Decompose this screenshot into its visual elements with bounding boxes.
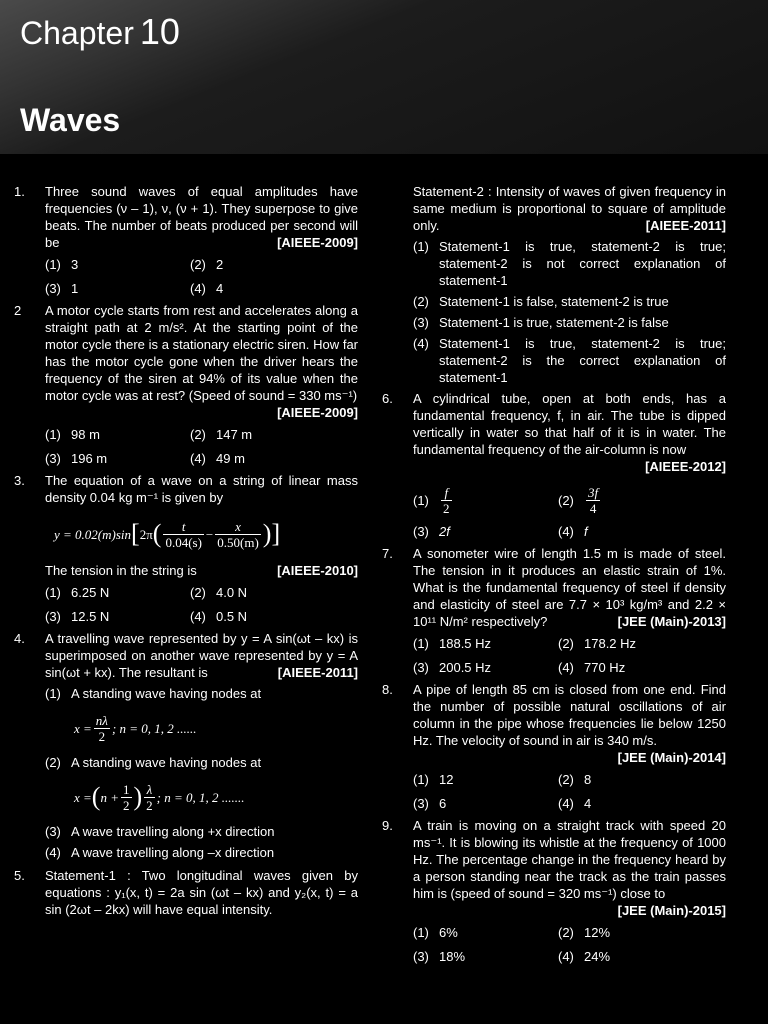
option: (4) 49 m: [190, 451, 245, 466]
question-text: A pipe of length 85 cm is closed from one end. Find the number of possible natural oscillations of air column in the pipe whose frequencies lie below 1250 Hz. The velocity of sound in air is 340 m/s.: [413, 682, 726, 748]
exam-tag: [AIEEE-2009]: [277, 405, 358, 420]
options-q3: [45, 584, 358, 625]
option: (2) 2: [190, 257, 224, 272]
exam-tag: [AIEEE-2011]: [277, 665, 358, 680]
option: (1) A standing wave having nodes at: [45, 686, 262, 701]
question-number: 3.: [14, 473, 25, 488]
question-text: A cylindrical tube, open at both ends, has a fundamental frequency, f, in air. The tube is dipped vertically in water so that half of it is in water. The fundamental frequency of the air-column is now: [413, 391, 726, 457]
option: (1) 6.25 N: [45, 585, 110, 600]
right-column: [382, 183, 726, 970]
option: (4) 4: [558, 796, 592, 811]
option: (2) $\frac{3f}{4}$: [558, 485, 599, 516]
question-text: A train is moving on a straight track with speed 20 ms⁻¹. It is blowing its whistle at the frequency of 1000 Hz. The percentage change in the frequency heard by a person standing near the track as the train passes him is (speed of sound = 320 ms⁻¹) close to: [413, 818, 726, 901]
question-number: 9.: [382, 818, 393, 833]
question-text: Three sound waves of equal amplitudes have frequencies (ν – 1), ν, (ν + 1). They superpose to give beats. The number of beats produced per second will be: [45, 184, 358, 250]
question-number: 5.: [14, 868, 25, 883]
option: (3) A wave travelling along +x direction: [45, 824, 275, 839]
options-q6: [413, 485, 726, 540]
question-text: A motor cycle starts from rest and accelerates along a straight path at 2 m/s². At the starting point of the motor cycle there is a stationary electric siren. How far has the motor cycle gone when the driver hears the frequency of the siren at 94% of its value when the motor cycle was at rest? (Speed of sound = 330 ms⁻¹): [45, 303, 358, 403]
option: (4) f: [558, 524, 588, 539]
question-2: [14, 302, 358, 421]
option: (3) 2f: [413, 524, 450, 539]
option: (1) $\frac{f}{2}$: [413, 485, 450, 516]
question-text: A travelling wave represented by y = A sin(ωt – kx) is superimposed on another wave represented by y = A sin(ωt + kx). The resultant is: [45, 631, 358, 680]
exam-tag: [JEE (Main)-2013]: [617, 614, 726, 629]
question-number: 8.: [382, 682, 393, 697]
option: (2) Statement-1 is false, statement-2 is true: [413, 294, 669, 309]
question-text: The tension in the string is: [45, 563, 197, 578]
option: (3) 12.5 N: [45, 609, 110, 624]
option: (3) 196 m: [45, 451, 108, 466]
option: (1) Statement-1 is true, statement-2 is true; statement-2 is not correct explanation of statement-1: [413, 239, 726, 288]
wave-equation: y = 0.02(m)sin [ 2π ( $\frac{t}{0.04(s)}$ − $\frac{x}{0.50(m)}$ )]: [54, 518, 281, 550]
question-number: 4.: [14, 631, 25, 646]
option: (4) 24%: [558, 949, 611, 964]
options-q8: [413, 771, 726, 812]
question-text: The equation of a wave on a string of linear mass density 0.04 kg m⁻¹ is given by: [45, 473, 358, 505]
question-text: Statement-1 : Two longitudinal waves given by equations : y₁(x, t) = 2a sin (ωt – kx) and y₂(x, t) = a sin (2ωt – 2kx) will have equal intensity.: [45, 868, 358, 917]
chapter-label: [20, 12, 180, 53]
chapter-word: Chapter: [20, 15, 134, 51]
option: (3) 200.5 Hz: [413, 660, 492, 675]
question-3-part2: [14, 562, 358, 579]
chapter-number: 10: [139, 11, 180, 52]
option: (4) Statement-1 is true, statement-2 is true; statement-2 is the correct explanation of statement-1: [413, 336, 726, 385]
option: (2) 147 m: [190, 427, 253, 442]
left-column: [14, 183, 358, 918]
option: (2) 4.0 N: [190, 585, 248, 600]
exam-tag: [JEE (Main)-2014]: [617, 750, 726, 765]
options-q9: [413, 924, 726, 965]
question-5: [14, 867, 358, 918]
option: (4) 4: [190, 281, 224, 296]
chapter-header: [0, 0, 768, 154]
option: (4) 770 Hz: [558, 660, 626, 675]
question-number: 1.: [14, 184, 25, 199]
nodes-equation-1: x = $\frac{n\lambda}{2}$ ; n = 0, 1, 2 ......: [74, 712, 197, 744]
option: (3) 18%: [413, 949, 466, 964]
chapter-title: Waves: [20, 102, 121, 138]
question-3: [14, 472, 358, 506]
options-q7: [413, 635, 726, 676]
question-number: 2: [14, 303, 22, 318]
exam-tag: [AIEEE-2011]: [645, 218, 726, 233]
option: (4) A wave travelling along –x direction: [45, 845, 275, 860]
options-q2: [45, 426, 358, 467]
exam-tag: [AIEEE-2009]: [277, 235, 358, 250]
exam-tag: [AIEEE-2010]: [277, 563, 358, 578]
option: (1) 6%: [413, 925, 458, 940]
question-8: [382, 681, 726, 766]
option: (4) 0.5 N: [190, 609, 248, 624]
option: (3) Statement-1 is true, statement-2 is false: [413, 315, 669, 330]
exam-tag: [JEE (Main)-2015]: [617, 903, 726, 918]
nodes-equation-2: x = ( n + $\frac{1}{2}$ ) $\frac{\lambda}{2}$ ; n = 0, 1, 2 .......: [74, 781, 245, 813]
exam-tag: [AIEEE-2012]: [645, 459, 726, 474]
option: (3) 1: [45, 281, 79, 296]
question-6: [382, 390, 726, 475]
options-q1: [45, 256, 358, 297]
question-text: Statement-2 : Intensity of waves of given frequency in same medium is proportional to square of amplitude only.: [413, 184, 726, 233]
question-9: [382, 817, 726, 919]
option: (2) 178.2 Hz: [558, 636, 637, 651]
option: (1) 188.5 Hz: [413, 636, 492, 651]
question-text: A sonometer wire of length 1.5 m is made of steel. The tension in it produces an elastic strain of 1%. What is the fundamental frequency of steel if density and elasticity of steel are 7.7 × 10³ kg/m³ and 2.2 × 10¹¹ N/m² respectively?: [413, 546, 726, 629]
question-1: [14, 183, 358, 251]
question-7: [382, 545, 726, 630]
question-number: 6.: [382, 391, 393, 406]
option: (3) 6: [413, 796, 447, 811]
option: (2) 8: [558, 772, 592, 787]
option: (1) 3: [45, 257, 79, 272]
option: (2) A standing wave having nodes at: [45, 755, 262, 770]
question-4: [14, 630, 358, 681]
option: (1) 98 m: [45, 427, 100, 442]
question-number: 7.: [382, 546, 393, 561]
option: (2) 12%: [558, 925, 611, 940]
question-5-part2: [382, 183, 726, 234]
option: (1) 12: [413, 772, 454, 787]
